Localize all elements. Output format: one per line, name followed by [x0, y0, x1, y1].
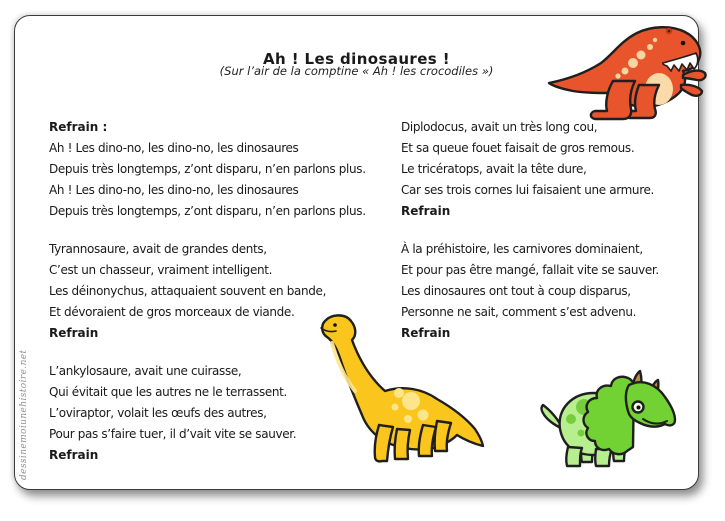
diplo-front-leg-far: [395, 429, 410, 459]
triceratops-icon: [536, 369, 681, 471]
lyric-line: Ah ! Les dino-no, les dino-no, les dinosaures: [49, 141, 299, 155]
trex-eye: [681, 41, 686, 46]
lyric-line: Tyrannosaure, avait de grandes dents,: [49, 242, 267, 256]
lyric-line: Le tricératops, avait la tête dure,: [401, 162, 587, 176]
lyric-line: Qui évitait que les autres ne le terrassent.: [49, 385, 287, 399]
lyric-line: Et dévoraient de gros morceaux de viande.: [49, 305, 295, 319]
diplo-front-leg: [375, 425, 393, 461]
diplo-back-leg-far: [435, 421, 451, 451]
lyric-line: L’oviraptor, volait les œufs des autres,: [49, 406, 267, 420]
diplo-eye: [333, 323, 337, 327]
page-title: Ah ! Les dinosaures !: [262, 50, 450, 69]
lyric-line: Depuis très longtemps, z’ont disparu, n’en parlons plus.: [49, 204, 366, 218]
lyric-line: Les dinosaures ont tout à coup disparus,: [401, 284, 631, 298]
verse-refrain: [49, 117, 401, 222]
lyric-line: Et sa queue fouet faisait de gros remous.: [401, 141, 635, 155]
lyric-line: Car ses trois cornes lui faisaient une armure.: [401, 183, 655, 197]
tric-near-back-leg: [566, 447, 582, 466]
song-sheet-card: [14, 15, 699, 490]
trex-arm-upper: [683, 71, 706, 81]
tric-pupil: [637, 406, 641, 410]
lyric-line: À la préhistoire, les carnivores dominaient,: [401, 242, 643, 256]
refrain-marker: Refrain: [49, 326, 99, 340]
lyric-line: Et pour pas être mangé, fallait vite se sauver.: [401, 263, 659, 277]
lyric-line: Depuis très longtemps, z’ont disparu, n’en parlons plus.: [49, 162, 366, 176]
watermark-text: dessinemoiunehistoire.net: [19, 349, 29, 480]
lyric-line: Diplodocus, avait un très long cou,: [401, 120, 598, 134]
lyric-line: Pour pas s’faire tuer, il d’vait vite se sauver.: [49, 427, 297, 441]
verse-diplodocus: [401, 117, 696, 222]
lyric-line: L’ankylosaure, avait une cuirasse,: [49, 364, 242, 378]
lyric-line: Les déinonychus, attaquaient souvent en bande,: [49, 284, 327, 298]
refrain-heading: Refrain :: [49, 120, 108, 134]
lyric-line: Ah ! Les dino-no, les dino-no, les dinosaures: [49, 183, 299, 197]
lyric-line: C’est un chasseur, vraiment intelligent.: [49, 263, 273, 277]
trex-arm-lower: [681, 85, 702, 96]
refrain-marker: Refrain: [401, 204, 451, 218]
tyrannosaurus-icon: [547, 23, 709, 127]
page-subtitle: (Sur l’air de la comptine « Ah ! les crocodiles »): [219, 64, 494, 78]
refrain-marker: Refrain: [49, 448, 99, 462]
tric-near-front-leg: [595, 449, 612, 466]
diplo-back-leg: [419, 425, 436, 456]
refrain-marker: Refrain: [401, 326, 451, 340]
diplodocus-icon: [311, 313, 491, 465]
lyric-line: Personne ne sait, comment s’est advenu.: [401, 305, 637, 319]
